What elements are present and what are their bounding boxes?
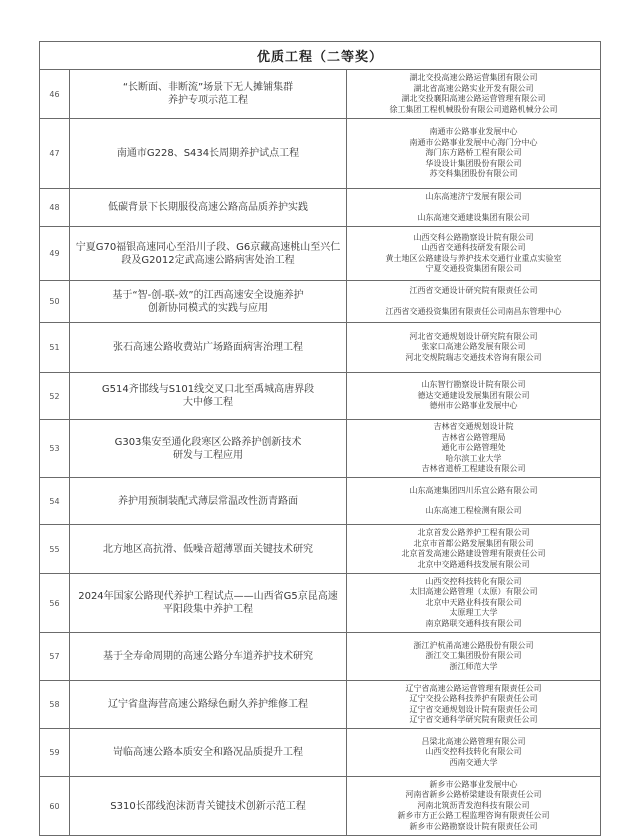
organization-name: 德达交通建设发展集团有限公司 bbox=[417, 390, 530, 400]
organization-name: 太旧高速公路管理（太原）有限公司 bbox=[409, 587, 538, 597]
organization-name: 北京中天路业科技有限公司 bbox=[425, 597, 522, 607]
table-row bbox=[40, 525, 601, 574]
table-row bbox=[40, 729, 601, 777]
project-name bbox=[70, 70, 347, 119]
organizations bbox=[347, 729, 601, 777]
organization-name: 北京首发公路养护工程有限公司 bbox=[417, 528, 530, 537]
organization-name: 黄土地区公路建设与养护技术交通行业重点实验室 bbox=[385, 253, 562, 263]
organization-name: 辽宁交投公路科技养护有限责任公司 bbox=[409, 694, 538, 703]
organization-name: 新乡市方正公路工程监理咨询有限责任公司 bbox=[397, 811, 550, 821]
project-name bbox=[70, 525, 347, 574]
table-row bbox=[40, 70, 601, 119]
project-name-line: 养护专项示范工程 bbox=[168, 95, 248, 106]
organization-name: 西南交通大学 bbox=[449, 757, 498, 767]
organization-name: 辽宁省高速公路运营管理有限责任公司 bbox=[405, 683, 542, 693]
organization-name: 山西省交通科技研发有限公司 bbox=[421, 243, 526, 252]
organization-name: 吕梁北高速公路管理有限公司 bbox=[421, 736, 526, 746]
row-number: 46 bbox=[40, 70, 70, 119]
organization-name: 海门东方路桥工程有限公司 bbox=[425, 148, 522, 158]
organization-name: 宁夏交通投资集团有限公司 bbox=[425, 264, 522, 273]
table-title-row bbox=[40, 42, 601, 70]
project-name-line: “长断面、非断流”场景下无人摊铺集群 bbox=[122, 82, 294, 93]
organization-name: 新乡市公路勘察设计院有限责任公司 bbox=[409, 821, 538, 831]
project-name-line: 大中修工程 bbox=[183, 397, 233, 408]
organization-name: 哈尔滨工业大学 bbox=[445, 453, 502, 463]
row-number: 57 bbox=[40, 633, 70, 681]
project-name-line: 北方地区高抗滑、低噪音超薄罩面关键技术研究 bbox=[103, 543, 313, 555]
table-row bbox=[40, 281, 601, 323]
organization-name: 江西省交通投资集团有限责任公司南昌东管理中心 bbox=[385, 306, 562, 316]
organization-name: 通化市公路管理处 bbox=[441, 443, 506, 453]
organization-name: 湖北交投襄阳高速公路运营管理有限公司 bbox=[401, 94, 546, 103]
project-name-line: 辽宁省盘海营高速公路绿色耐久养护维修工程 bbox=[108, 699, 308, 710]
project-name bbox=[70, 373, 347, 420]
organizations bbox=[347, 227, 601, 281]
table-row bbox=[40, 574, 601, 633]
organization-name: 苏交科集团股份有限公司 bbox=[429, 169, 518, 179]
organization-name: 湖北省高速公路实业开发有限公司 bbox=[413, 83, 534, 93]
organization-name: 河南省新乡公路桥梁建设有限责任公司 bbox=[405, 790, 542, 800]
organizations bbox=[347, 373, 601, 420]
row-number: 47 bbox=[40, 119, 70, 189]
organization-name: 张家口高速公路发展有限公司 bbox=[421, 342, 526, 352]
row-number: 52 bbox=[40, 373, 70, 420]
organization-name: 浙江沪杭甬高速公路股份有限公司 bbox=[413, 640, 534, 650]
organization-name: 徐工集团工程机械股份有限公司道路机械分公司 bbox=[389, 104, 558, 114]
organization-name: 河北交规院瑞志交通技术咨询有限公司 bbox=[405, 352, 542, 362]
organizations bbox=[347, 420, 601, 478]
organization-name: 浙江交工集团股份有限公司 bbox=[425, 651, 522, 661]
organization-name: 河南北筑沥青发泡科技有限公司 bbox=[417, 800, 530, 810]
project-name-line: 段及G2012定武高速公路病害处治工程 bbox=[121, 254, 295, 266]
row-number: 54 bbox=[40, 478, 70, 525]
project-name bbox=[70, 281, 347, 323]
organization-name: 辽宁省交通科学研究院有限责任公司 bbox=[409, 715, 538, 724]
organization-name: 山东高速交通建设集团有限公司 bbox=[417, 212, 530, 222]
organizations bbox=[347, 189, 601, 227]
project-name-line: 养护用预制装配式薄层常温改性沥青路面 bbox=[118, 495, 298, 507]
row-number: 50 bbox=[40, 281, 70, 323]
organization-name: 湖北交投高速公路运营集团有限公司 bbox=[409, 73, 538, 82]
organization-name: 南京路联交通科技有限公司 bbox=[425, 618, 522, 628]
row-number: 56 bbox=[40, 574, 70, 633]
table-row bbox=[40, 777, 601, 836]
project-name bbox=[70, 681, 347, 729]
organization-name: 太原理工大学 bbox=[449, 608, 498, 618]
organizations bbox=[347, 70, 601, 119]
row-number: 49 bbox=[40, 227, 70, 281]
row-number: 58 bbox=[40, 681, 70, 729]
project-name-line: G514齐邯线与S101线交叉口北至禹城高唐界段 bbox=[101, 384, 315, 395]
project-name bbox=[70, 729, 347, 777]
organizations bbox=[347, 777, 601, 836]
project-name-line: 宁夏G70福银高速同心至沿川子段、G6京藏高速桃山至兴仁 bbox=[75, 241, 341, 253]
organization-name: 北京中交路通科技发展有限公司 bbox=[417, 559, 530, 569]
organization-name: 北京首发高速公路建设管理有限责任公司 bbox=[401, 549, 546, 558]
awards-table bbox=[39, 41, 601, 836]
organizations bbox=[347, 478, 601, 525]
organization-name: 南通市公路事业发展中心海门分中心 bbox=[409, 137, 538, 147]
project-name-line: 南通市G228、S434长周期养护试点工程 bbox=[116, 148, 300, 159]
project-name-line: 低碳背景下长期服役高速公路高品质养护实践 bbox=[108, 202, 308, 213]
organization-name: 吉林省道桥工程建设有限公司 bbox=[421, 464, 526, 474]
project-name bbox=[70, 189, 347, 227]
project-name-line: 创新协同模式的实践与应用 bbox=[148, 302, 268, 314]
project-name bbox=[70, 227, 347, 281]
project-name bbox=[70, 574, 347, 633]
organizations bbox=[347, 525, 601, 574]
organization-name: 南通市公路事业发展中心 bbox=[429, 127, 518, 137]
organizations bbox=[347, 119, 601, 189]
table-row bbox=[40, 119, 601, 189]
organization-name: 德州市公路事业发展中心 bbox=[429, 401, 518, 411]
project-name-line: G303集安至通化段寒区公路养护创新技术 bbox=[114, 436, 302, 448]
row-number: 60 bbox=[40, 777, 70, 836]
row-number: 48 bbox=[40, 189, 70, 227]
project-name-line: S310长邵线泡沫沥青关键技术创新示范工程 bbox=[110, 800, 306, 812]
organization-name: 新乡市公路事业发展中心 bbox=[429, 779, 518, 789]
project-name-line: 基于全寿命周期的高速公路分车道养护技术研究 bbox=[103, 651, 313, 662]
project-name bbox=[70, 478, 347, 525]
organization-name: 华设设计集团股份有限公司 bbox=[425, 158, 522, 168]
organizations bbox=[347, 681, 601, 729]
table-row bbox=[40, 227, 601, 281]
table-row bbox=[40, 633, 601, 681]
organization-name: 河北省交通规划设计研究院有限公司 bbox=[409, 331, 538, 341]
organization-name: 江西省交通设计研究院有限责任公司 bbox=[409, 286, 538, 295]
project-name-line: 研发与工程应用 bbox=[173, 449, 243, 461]
table-row bbox=[40, 420, 601, 478]
organization-name: 辽宁省交通规划设计院有限责任公司 bbox=[409, 704, 538, 714]
project-name bbox=[70, 323, 347, 373]
project-name bbox=[70, 777, 347, 836]
organizations bbox=[347, 323, 601, 373]
organization-name: 山东智行勘察设计院有限公司 bbox=[421, 380, 526, 390]
organization-name: 山西交控科技转化有限公司 bbox=[425, 747, 522, 757]
table-row bbox=[40, 189, 601, 227]
row-number: 55 bbox=[40, 525, 70, 574]
organization-name: 山东高速集团四川乐宜公路有限公司 bbox=[409, 485, 538, 495]
table-row bbox=[40, 323, 601, 373]
organization-name: 北京市首都公路发展集团有限公司 bbox=[413, 538, 534, 548]
row-number: 51 bbox=[40, 323, 70, 373]
organization-name: 山东高速济宁发展有限公司 bbox=[425, 192, 522, 201]
table-title: 优质工程（二等奖） bbox=[40, 42, 601, 70]
row-number: 53 bbox=[40, 420, 70, 478]
project-name-line: 平阳段集中养护工程 bbox=[163, 604, 253, 615]
project-name bbox=[70, 420, 347, 478]
organization-name: 山东高速工程检测有限公司 bbox=[425, 506, 522, 515]
organizations bbox=[347, 633, 601, 681]
table-row bbox=[40, 373, 601, 420]
project-name-line: 张石高速公路收费站广场路面病害治理工程 bbox=[113, 342, 303, 353]
table-row bbox=[40, 681, 601, 729]
row-number: 59 bbox=[40, 729, 70, 777]
project-name-line: 岢临高速公路本质安全和路况品质提升工程 bbox=[113, 747, 303, 758]
organizations bbox=[347, 574, 601, 633]
organization-name: 山西交科公路勘察设计院有限公司 bbox=[413, 232, 534, 242]
organization-name: 吉林省公路管理局 bbox=[441, 432, 506, 442]
organization-name: 山西交控科技转化有限公司 bbox=[425, 576, 522, 586]
organizations bbox=[347, 281, 601, 323]
organization-name: 浙江师范大学 bbox=[449, 661, 498, 671]
project-name bbox=[70, 119, 347, 189]
project-name-line: 2024年国家公路现代养护工程试点——山西省G5京昆高速 bbox=[78, 591, 338, 602]
table-row bbox=[40, 478, 601, 525]
organization-name: 吉林省交通规划设计院 bbox=[433, 422, 514, 432]
project-name bbox=[70, 633, 347, 681]
project-name-line: 基于“智-创-联-效”的江西高速安全设施养护 bbox=[112, 289, 304, 301]
